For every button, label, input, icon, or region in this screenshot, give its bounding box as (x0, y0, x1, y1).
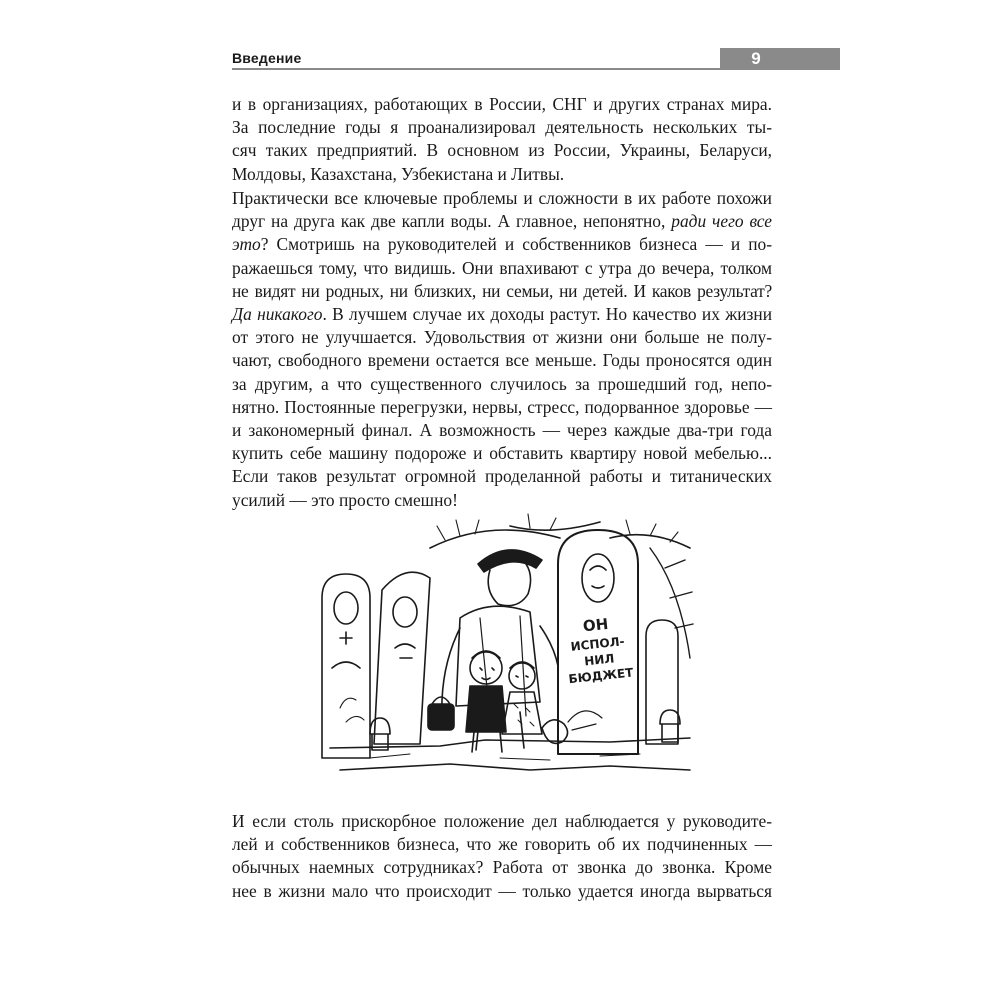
text-line: лей и собственников бизнеса, что же говорить об их подчиненных — (232, 834, 772, 855)
text-line: не видят ни родных, ни близких, ни семьи, ни детей. И каков результат? (232, 280, 772, 301)
text-run: друг на друга как две капли воды. А главное, непонятно, (232, 211, 672, 232)
text-run: . В лучшем случае их доходы растут. Но качество их жизни (322, 304, 773, 325)
text-line: Практически все ключевые проблемы и сложности в их работе похожи (232, 188, 772, 208)
text-line (232, 303, 772, 326)
text-line: от этого не улучшается. Удовольствия от жизни они больше не полу- (232, 327, 772, 348)
text-line: и закономерный финал. А возможность — через каждые два-три года (232, 420, 772, 441)
text-run: ? Смотришь на руководителей и собственников бизнеса — и по- (260, 234, 772, 255)
italic-phrase: это (232, 234, 261, 255)
paragraph-3 (232, 810, 772, 903)
italic-phrase: ради чего все (671, 211, 772, 232)
text-line: сяч таких предприятий. В основном из России, Украины, Беларуси, (232, 140, 772, 161)
text-line (232, 233, 772, 256)
text-line: нятно. Постоянные перегрузки, нервы, стресс, подорванное здоровье — (232, 396, 772, 417)
text-line: Молдовы, Казахстана, Узбекистана и Литвы. (232, 163, 565, 184)
text-line: купить себе машину подороже и обставить квартиру новой мебелью... (232, 443, 772, 464)
text-line: и в организациях, работающих в России, СНГ и других странах мира. (232, 94, 772, 114)
text-line: И если столь прискорбное положение дел наблюдается у руководите- (232, 811, 772, 831)
italic-phrase: Да никакого (232, 304, 323, 325)
page-number: 9 (751, 49, 761, 68)
running-head-title: Введение (232, 50, 302, 66)
text-line: За последние годы я проанализировал деятельность нескольких ты- (232, 117, 772, 138)
text-line (232, 210, 772, 233)
text-line: Если таков результат огромной проделанной работы и титанических (232, 466, 772, 487)
text-line: усилий — это просто смешно! (232, 489, 458, 510)
tombstone-inscription: БЮДЖЕТ (567, 665, 634, 687)
tombstone-inscription: ИСПОЛ- (569, 634, 626, 654)
text-line: обычных наемных сотрудниках? Работа от звонка до звонка. Кроме (232, 857, 772, 878)
paragraph-1 (232, 93, 772, 186)
text-line: за другим, а что существенного случилось за прошедший год, непо- (232, 373, 772, 394)
tombstone-inscription: НИЛ (583, 651, 615, 669)
text-line: чают, свободного времени остается все меньше. Годы проносятся один (232, 350, 772, 371)
cemetery-cartoon-illustration (310, 508, 710, 786)
paragraph-2 (232, 187, 772, 512)
text-line: ражаешься тому, что видишь. Они впахивают с утра до вечера, толком (232, 257, 772, 278)
text-line: нее в жизни мало что происходит — только удается иногда вырваться (232, 880, 772, 901)
tombstone-inscription: ОН (582, 614, 610, 636)
